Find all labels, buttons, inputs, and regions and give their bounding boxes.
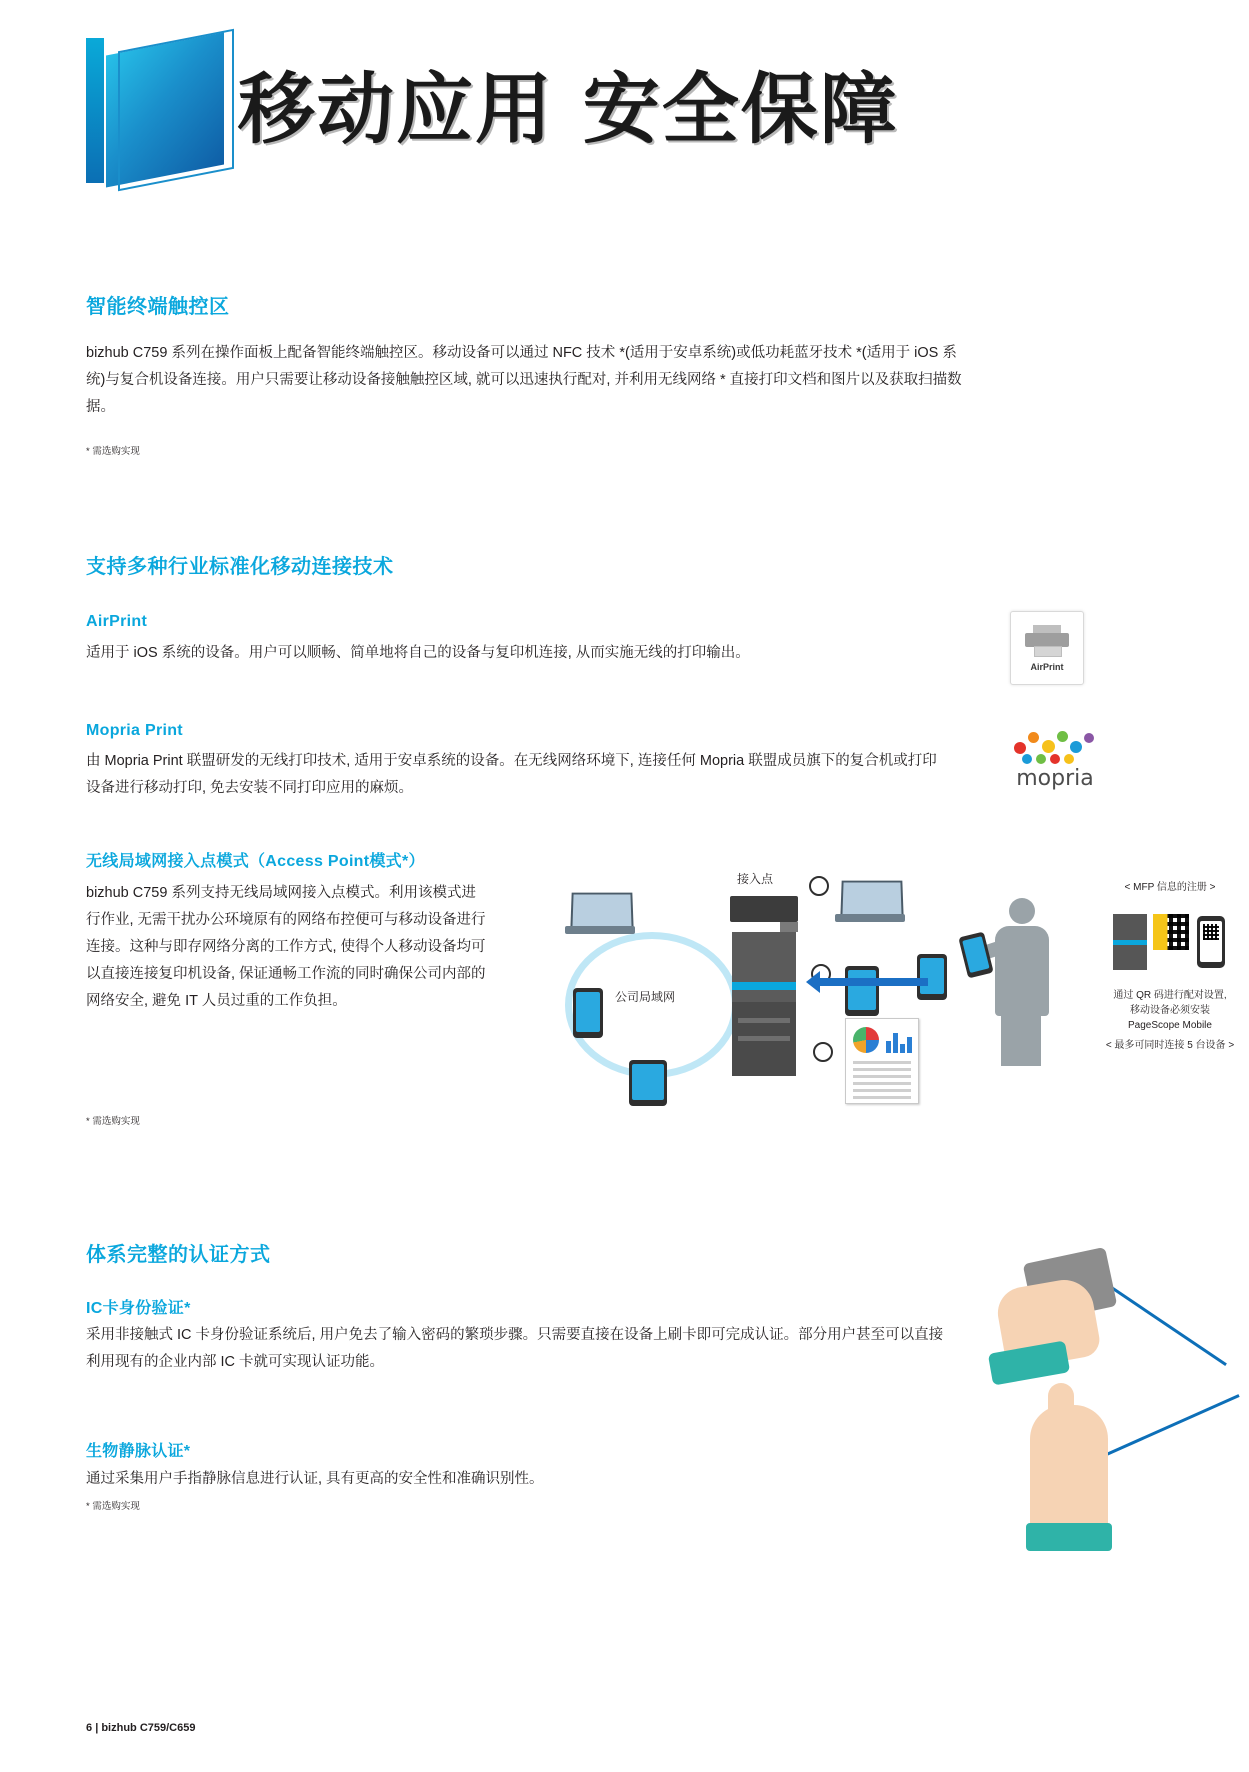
section-title-smart-terminal: 智能终端触控区 — [86, 296, 230, 318]
qr-caption-line1: 通过 QR 码进行配对设置, — [1113, 990, 1227, 1001]
mini-mfp-icon — [1113, 914, 1147, 970]
section-title-mobile-standards: 支持多种行业标准化移动连接技术 — [86, 556, 394, 578]
mopria-dots-icon — [1000, 730, 1110, 770]
page-footer — [86, 1722, 195, 1734]
qr-panel-header: < MFP 信息的注册 > — [1124, 882, 1216, 893]
subsection-title-mopria: Mopria Print — [86, 722, 183, 739]
subsection-title-ic-card: IC卡身份验证* — [86, 1300, 191, 1317]
printed-document-icon — [845, 1018, 919, 1104]
access-point-diagram — [545, 870, 1105, 1180]
lan-label: 公司局域网 — [614, 990, 675, 1004]
airprint-badge — [1010, 611, 1084, 685]
subsection-body-vein: 通过采集用户手指静脉信息进行认证, 具有更高的安全性和准确识别性。 — [86, 1471, 544, 1487]
section-body-smart-terminal: bizhub C759 系列在操作面板上配备智能终端触控区。移动设备可以通过 NFC 技术 *(适用于安卓系统)或低功耗蓝牙技术 *(适用于 iOS 系统)与复合机设备连接。用户只需要让移动设备接触触控区域, 就可以迅速执行配对, 并利用无线网络 * 直接打印文档和图片以及获取扫描数据。 — [86, 345, 962, 415]
tablet-icon-right — [845, 966, 879, 1016]
section-note-smart-terminal: * 需选购实现 — [86, 446, 140, 457]
decorative-line-2 — [1101, 1394, 1239, 1458]
laptop-icon — [565, 892, 635, 938]
laptop-icon-right — [835, 880, 905, 926]
authentication-hand-illustration — [990, 1255, 1249, 1675]
tablet-icon-left — [573, 988, 603, 1038]
sleeve-cuff-2 — [1026, 1523, 1112, 1551]
mopria-logo — [1000, 730, 1110, 802]
wifi-icon-3 — [811, 1038, 833, 1058]
subsection-body-mopria: 由 Mopria Print 联盟研发的无线打印技术, 适用于安卓系统的设备。在无线网络环境下, 连接任何 Mopria 联盟成员旗下的复合机或打印设备进行移动打印, 免去安装不同打印应用的麻烦。 — [86, 753, 937, 796]
qr-caption-line2: 移动设备必须安装 — [1130, 1005, 1210, 1016]
hand-vein-scan-icon — [1030, 1405, 1108, 1535]
qr-phone-icon — [1197, 916, 1225, 968]
page-header — [0, 0, 1249, 230]
subsection-body-access-point: bizhub C759 系列支持无线局域网接入点模式。利用该模式进行作业, 无需干扰办公环境原有的网络布控便可与移动设备进行连接。这种与即存网络分离的工作方式, 使得个人移动设备均可以直接连接复印机设备, 保证通畅工作流的同时确保公司内部的网络安全, 避免 IT 人员过重的工作负担。 — [86, 885, 486, 1009]
qr-registration-panel — [1095, 880, 1245, 1170]
subsection-note-access-point: * 需选购实现 — [86, 1116, 140, 1127]
access-point-label: 接入点 — [736, 872, 773, 886]
sleeve-cuff-1 — [988, 1340, 1070, 1385]
subsection-title-airprint: AirPrint — [86, 613, 148, 630]
decorative-line-1 — [1109, 1285, 1227, 1366]
page-number: 6 — [86, 1722, 93, 1734]
section-title-authentication: 体系完整的认证方式 — [86, 1244, 271, 1266]
data-flow-arrow — [820, 978, 928, 986]
qr-panel-footer: < 最多可同时连接 5 台设备 > — [1105, 1040, 1235, 1051]
footer-model: bizhub C759/C659 — [101, 1722, 196, 1734]
footer-separator: | — [95, 1722, 99, 1734]
subsection-body-ic-card: 采用非接触式 IC 卡身份验证系统后, 用户免去了输入密码的繁琐步骤。只需要直接在设备上刷卡即可完成认证。部分用户甚至可以直接利用现有的企业内部 IC 卡就可实现认证功能。 — [86, 1327, 944, 1370]
subsection-title-access-point: 无线局域网接入点模式（Access Point模式*） — [86, 853, 425, 870]
printer-icon — [1025, 625, 1069, 655]
printer-small-icon — [629, 1060, 667, 1106]
qr-caption-line3: PageScope Mobile — [1128, 1020, 1212, 1031]
wifi-icon-1 — [807, 872, 829, 892]
sheet-logo-icon — [86, 38, 226, 183]
subsection-note-vein: * 需选购实现 — [86, 1501, 140, 1512]
subsection-title-vein: 生物静脉认证* — [86, 1443, 191, 1460]
mopria-wordmark: mopria — [1016, 766, 1094, 791]
phone-icon-right — [917, 954, 947, 1000]
airprint-badge-label: AirPrint — [1030, 662, 1064, 672]
person-with-phone-icon — [985, 898, 1057, 1066]
mfp-device-icon — [730, 896, 798, 1076]
subsection-body-airprint: 适用于 iOS 系统的设备。用户可以顺畅、简单地将自己的设备与复印机连接, 从而实施无线的打印输出。 — [86, 645, 750, 661]
page-title: 移动应用 安全保障 — [238, 66, 899, 155]
qr-code-icon — [1153, 914, 1189, 950]
